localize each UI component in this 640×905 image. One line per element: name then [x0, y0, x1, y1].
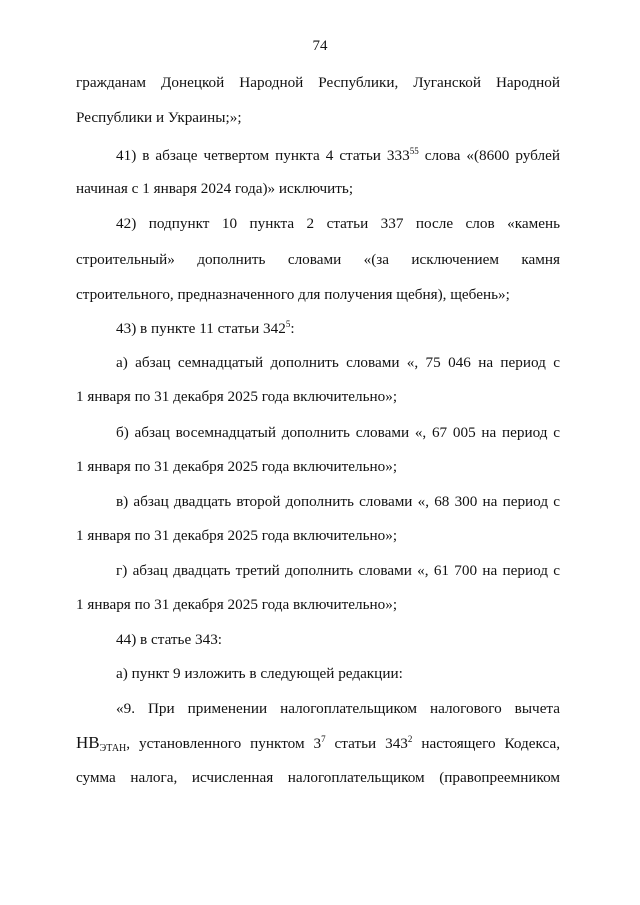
text-line-9: а) абзац семнадцатый дополнить словами «, 75 046 на период с	[116, 354, 560, 371]
text-line-3-b: слова «(8600 рублей	[418, 147, 560, 164]
text-line-20-nv: НВ	[76, 733, 100, 752]
text-line-20-sub: ЭТАН	[99, 743, 127, 754]
text-line-20-c: настоящего Кодекса,	[412, 735, 560, 752]
text-line-21: сумма налога, исчисленная налогоплательщиком (правопреемником	[76, 769, 560, 786]
text-line-4: начиная с 1 января 2024 года)» исключить;	[76, 180, 354, 197]
text-line-15: г) абзац двадцать третий дополнить словами «, 61 700 на период с	[116, 562, 560, 579]
text-line-16: 1 января по 31 декабря 2025 года включительно»;	[76, 596, 398, 613]
text-line-14: 1 января по 31 декабря 2025 года включительно»;	[76, 527, 398, 544]
text-line-8-b: :	[290, 320, 295, 337]
text-line-11: б) абзац восемнадцатый дополнить словами «, 67 005 на период с	[116, 424, 560, 441]
text-line-19: «9. При применении налогоплательщиком налогового вычета	[116, 700, 560, 717]
text-line-17: 44) в статье 343:	[116, 631, 223, 648]
text-line-7: строительного, предназначенного для получения щебня), щебень»;	[76, 286, 510, 303]
text-line-8-sup: 5	[285, 319, 291, 329]
text-line-18: а) пункт 9 изложить в следующей редакции:	[116, 665, 403, 682]
text-line-3-sup: 55	[409, 146, 419, 156]
text-line-10: 1 января по 31 декабря 2025 года включительно»;	[76, 388, 398, 405]
text-line-12: 1 января по 31 декабря 2025 года включительно»;	[76, 458, 398, 475]
text-line-20	[76, 734, 560, 753]
text-line-3-a: 41) в абзаце четвертом пункта 4 статьи 333	[116, 147, 410, 164]
text-line-2: Республики и Украины;»;	[76, 109, 242, 126]
text-line-1: гражданам Донецкой Народной Республики, Луганской Народной	[76, 74, 560, 91]
text-line-3	[116, 147, 560, 165]
page-number: 74	[312, 38, 328, 54]
text-line-8-a: 43) в пункте 11 статьи 342	[116, 320, 286, 337]
text-line-13: в) абзац двадцать второй дополнить словами «, 68 300 на период с	[116, 493, 560, 510]
text-line-20-sup1: 7	[321, 734, 326, 744]
text-line-6: строительный» дополнить словами «(за исключением камня	[76, 251, 560, 268]
text-line-20-sup2: 2	[407, 734, 413, 744]
text-line-5: 42) подпункт 10 пункта 2 статьи 337 после слов «камень	[116, 215, 560, 232]
text-line-8	[116, 320, 560, 338]
text-line-20-b: статьи 343	[325, 735, 408, 752]
text-line-20-a: , установленного пунктом 3	[126, 735, 322, 752]
